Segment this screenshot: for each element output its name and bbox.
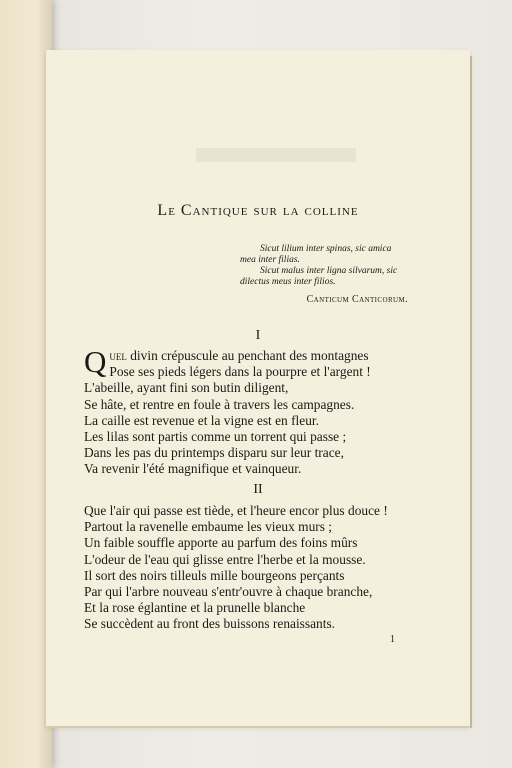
section-number: II — [253, 482, 263, 497]
stanza-2 — [84, 503, 424, 633]
epigraph — [240, 244, 440, 305]
verse-line: Que l'air qui passe est tiède, et l'heure encor plus douce ! — [84, 503, 388, 518]
verse-line: Se hâte, et rentre en foule à travers les campagnes. — [84, 396, 355, 412]
epigraph-source: Canticum Canticorum. — [306, 294, 408, 305]
verse-line: Un faible souffle apporte au parfum des foins mûrs — [84, 535, 358, 551]
stanza-1 — [84, 344, 424, 478]
verse-line: Par qui l'arbre nouveau s'entr'ouvre à chaque branche, — [84, 584, 373, 600]
page-number: 1 — [390, 634, 395, 645]
verse-line: Va revenir l'été magnifique et vainqueur. — [84, 461, 302, 477]
verse-line: Pose ses pieds légers dans la pourpre et l'argent ! — [109, 364, 371, 380]
epigraph-line: Sicut malus inter ligna silvarum, sic — [260, 266, 398, 276]
verse-line: Et la rose églantine et la prunelle blanche — [84, 600, 306, 616]
epigraph-line: dilectus meus inter filios. — [240, 277, 336, 287]
epigraph-line: mea inter filias. — [240, 255, 300, 265]
first-word-rest: uel — [109, 348, 127, 363]
section-number: I — [255, 328, 261, 343]
verse-line: Dans les pas du printemps disparu sur leur trace, — [84, 445, 344, 461]
verse-line: L'abeille, ayant fini son butin diligent, — [84, 380, 289, 396]
verse-line: Partout la ravenelle embaume les vieux murs ; — [84, 519, 333, 535]
book-page — [46, 50, 470, 726]
verse-line: Il sort des noirs tilleuls mille bourgeons perçants — [84, 567, 345, 583]
verse-line: Les lilas sont partis comme un torrent qui passe ; — [84, 429, 347, 445]
poem-title: Le Cantique sur la colline — [157, 202, 359, 219]
verse-line: L'odeur de l'eau qui glisse entre l'herbe et la mousse. — [84, 551, 366, 567]
verse-line: Se succèdent au front des buissons renaissants. — [84, 616, 336, 632]
drop-cap: Q — [84, 344, 107, 379]
first-line-rest: divin crépuscule au penchant des montagnes — [126, 348, 369, 363]
verse-line: La caille est revenue et la vigne est en fleur. — [84, 412, 319, 428]
show-through — [196, 148, 356, 162]
epigraph-line: Sicut lilium inter spinas, sic amica — [260, 244, 392, 254]
